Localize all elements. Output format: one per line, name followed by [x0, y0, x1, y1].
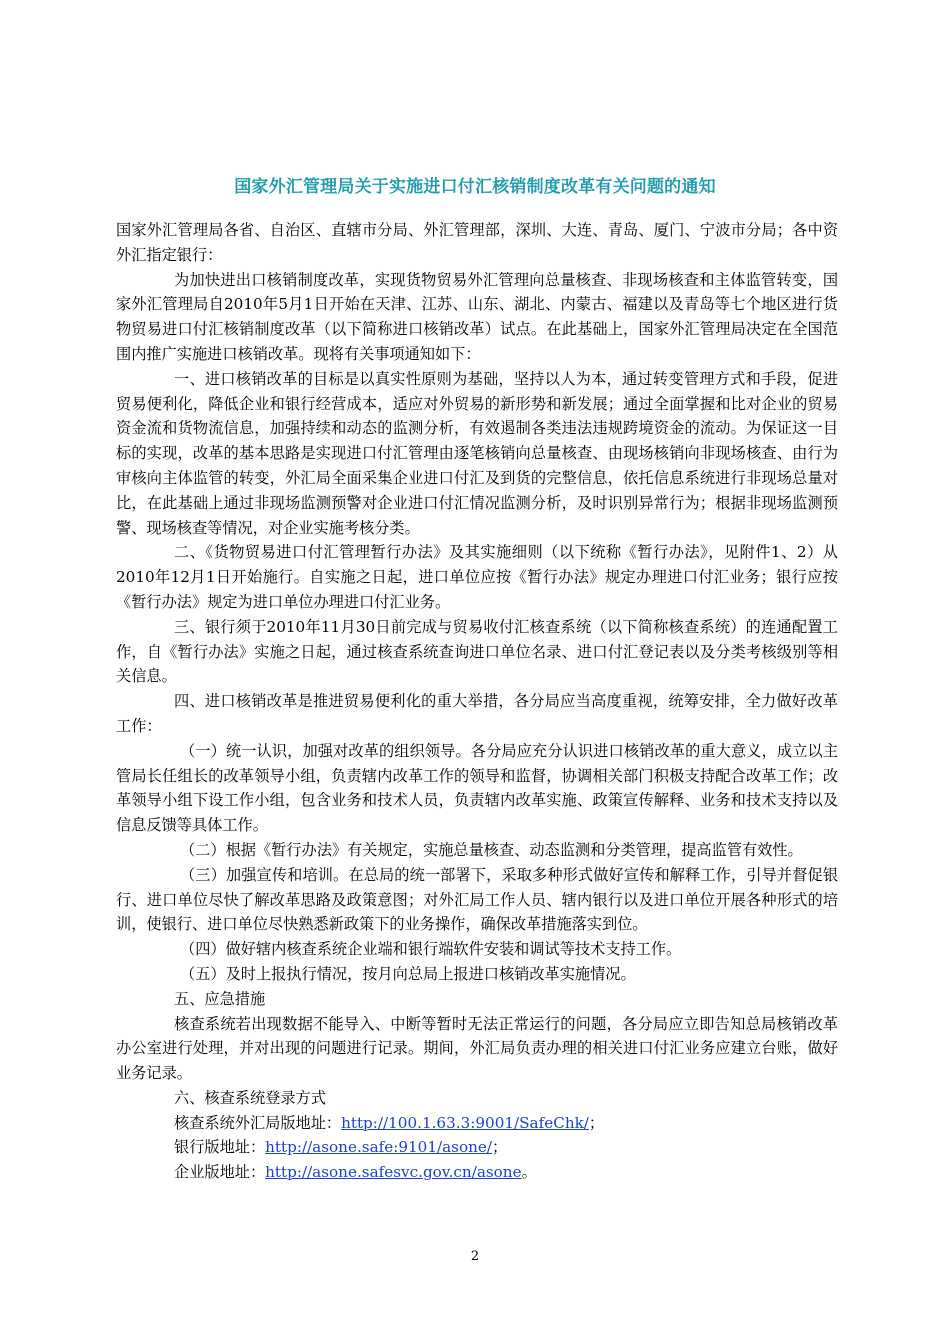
- login-label: 企业版地址：: [174, 1163, 266, 1182]
- login-label: 银行版地址：: [174, 1138, 266, 1157]
- item-2-paragraph: 二、《货物贸易进口付汇管理暂行办法》及其实施细则（以下统称《暂行办法》，见附件1、2）从2010年12月1日开始施行。自实施之日起，进口单位应按《暂行办法》规定办理进口付汇业务；银行应按《暂行办法》规定为进口单位办理进口付汇业务。: [116, 543, 838, 611]
- login-line-bank: [116, 1135, 838, 1160]
- salutation: 国家外汇管理局各省、自治区、直辖市分局、外汇管理部，深圳、大连、青岛、厦门、宁波市分局；各中资外汇指定银行：: [116, 221, 838, 264]
- login-line-safe: [116, 1111, 838, 1136]
- item-4-paragraph: 四、进口核销改革是推进贸易便利化的重大举措，各分局应当高度重视，统筹安排，全力做好改革工作：: [116, 692, 838, 735]
- login-url-link[interactable]: http://100.1.63.3:9001/SafeChk/: [341, 1113, 589, 1132]
- document-body: [116, 218, 838, 1185]
- login-url-link[interactable]: http://asone.safe:9101/asone/: [265, 1138, 492, 1157]
- intro-paragraph: 为加快进出口核销制度改革，实现货物贸易外汇管理向总量核查、非现场核查和主体监管转变，国家外汇管理局自2010年5月1日开始在天津、江苏、山东、湖北、内蒙古、福建以及青岛等七个地区进行货物贸易进口付汇核销制度改革（以下简称进口核销改革）试点。在此基础上，国家外汇管理局决定在全国范围内推广实施进口核销改革。现将有关事项通知如下：: [116, 270, 838, 363]
- document-title: 国家外汇管理局关于实施进口付汇核销制度改革有关问题的通知: [234, 177, 716, 197]
- login-line-end: ；: [492, 1138, 508, 1157]
- login-line-enterprise: [116, 1160, 838, 1185]
- item-6-heading: 六、核查系统登录方式: [174, 1088, 326, 1107]
- login-url-link[interactable]: http://asone.safesvc.gov.cn/asone: [265, 1163, 522, 1182]
- login-line-end: ；: [588, 1113, 605, 1132]
- item-4-1-paragraph: （一）统一认识，加强对改革的组织领导。各分局应充分认识进口核销改革的重大意义，成立以主管局长任组长的改革领导小组，负责辖内改革工作的领导和监督，协调相关部门积极支持配合改革工作；改革领导小组下设工作小组，包含业务和技术人员，负责辖内改革实施、政策宣传解释、业务和技术支持以及信息反馈等具体工作。: [116, 741, 838, 835]
- item-5-paragraph: 核查系统若出现数据不能导入、中断等暂时无法正常运行的问题，各分局应立即告知总局核销改革办公室进行处理，并对出现的问题进行记录。期间，外汇局负责办理的相关进口付汇业务应建立台账，做好业务记录。: [116, 1014, 838, 1083]
- item-5-heading: 五、应急措施: [174, 989, 266, 1008]
- item-4-3-paragraph: （三）加强宣传和培训。在总局的统一部署下，采取多种形式做好宣传和解释工作，引导并督促银行、进口单位尽快了解改革思路及政策意图；对外汇局工作人员、辖内银行以及进口单位开展各种形式的培训，使银行、进口单位尽快熟悉新政策下的业务操作，确保改革措施落实到位。: [116, 865, 838, 934]
- item-4-4-paragraph: （四）做好辖内核查系统企业端和银行端软件安装和调试等技术支持工作。: [180, 940, 682, 959]
- login-label: 核查系统外汇局版地址：: [174, 1113, 342, 1132]
- page-number: 2: [470, 1249, 480, 1264]
- item-1-paragraph: 一、进口核销改革的目标是以真实性原则为基础，坚持以人为本，通过转变管理方式和手段，促进贸易便利化，降低企业和银行经营成本，适应对外贸易的新形势和新发展；通过全面掌握和比对企业的贸易资金流和货物流信息，加强持续和动态的监测分析，有效遏制各类违法违规跨境资金的流动。为保证这一目标的实现，改革的基本思路是实现进口付汇管理由逐笔核销向总量核查、由现场核销向非现场核查、由行为审核向主体监管的转变，外汇局全面采集企业进口付汇及到货的完整信息，依托信息系统进行非现场总量对比，在此基础上通过非现场监测预警对企业进口付汇情况监测分析，及时识别异常行为；根据非现场监测预警、现场核查等情况，对企业实施考核分类。: [116, 369, 838, 537]
- login-line-end: 。: [521, 1163, 537, 1182]
- item-4-2-paragraph: （二）根据《暂行办法》有关规定，实施总量核查、动态监测和分类管理，提高监管有效性。: [180, 840, 803, 859]
- item-3-paragraph: 三、银行须于2010年11月30日前完成与贸易收付汇核查系统（以下简称核查系统）的连通配置工作，自《暂行办法》实施之日起，通过核查系统查询进口单位名录、进口付汇登记表以及分类考核级别等相关信息。: [116, 617, 838, 686]
- item-4-5-paragraph: （五）及时上报执行情况，按月向总局上报进口核销改革实施情况。: [180, 964, 636, 983]
